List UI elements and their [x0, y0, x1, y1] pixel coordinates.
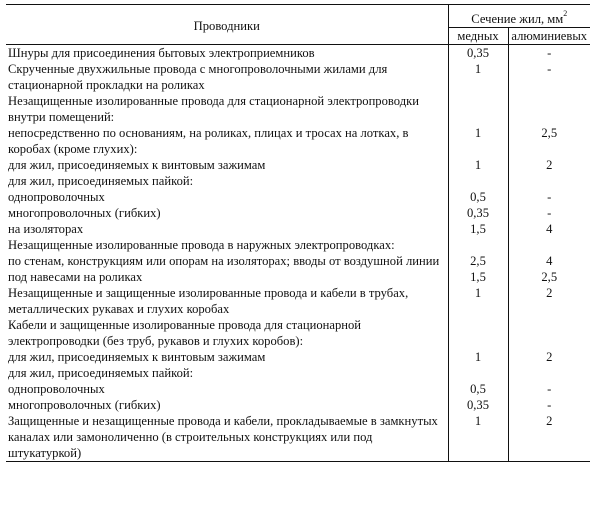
copper-section-cell: 1	[448, 157, 508, 173]
aluminum-section-cell: 4	[546, 222, 553, 237]
header-section-sup: 2	[563, 9, 568, 18]
conductor-name-cell: многопроволочных (гибких)	[8, 206, 161, 221]
table-row	[6, 189, 590, 205]
conductor-name-cell: непосредственно по основаниям, на роликах, плицах и тросах на лотках, в коробах (кроме глухих):	[8, 126, 409, 157]
conductor-name-cell: по стенам, конструкциям или опорам на изоляторах; вводы от воздушной линии	[8, 254, 440, 269]
copper-section-cell: 0,5	[448, 381, 508, 397]
aluminum-section-cell: 2	[546, 286, 553, 301]
wire-section-table	[6, 4, 590, 462]
aluminum-section-cell: -	[547, 382, 552, 397]
copper-section-cell: 0,35	[448, 45, 508, 62]
table-body	[6, 45, 590, 462]
table-row	[6, 365, 590, 381]
copper-section-cell: 0,35	[448, 205, 508, 221]
copper-section-cell: 1	[448, 285, 508, 317]
aluminum-section-cell: -	[547, 190, 552, 205]
table-row	[6, 317, 590, 349]
table-row	[6, 125, 590, 157]
copper-section-cell	[448, 173, 508, 189]
copper-section-cell	[448, 237, 508, 253]
conductor-name-cell: под навесами на роликах	[8, 270, 143, 285]
conductor-name-cell: Незащищенные изолированные провода для стационарной электропроводки внутри помещений:	[8, 94, 419, 125]
aluminum-section-cell	[508, 317, 590, 349]
conductor-name-cell: для жил, присоединяемых пайкой:	[8, 366, 194, 381]
conductor-name-cell: однопроволочных	[8, 190, 105, 205]
table-row	[6, 157, 590, 173]
copper-section-cell	[448, 93, 508, 125]
aluminum-section-cell: 4	[546, 254, 553, 269]
conductor-name-cell: на изоляторах	[8, 222, 84, 237]
aluminum-section-cell: 2	[508, 413, 590, 462]
copper-section-cell: 1	[448, 413, 508, 462]
table-row	[6, 93, 590, 125]
table-row	[6, 397, 590, 413]
table-row	[6, 349, 590, 365]
table-row	[6, 413, 590, 462]
copper-section-cell: 1	[448, 349, 508, 365]
table-row	[6, 173, 590, 189]
aluminum-section-cell: 2,5	[541, 270, 558, 285]
header-copper: медных	[448, 28, 508, 45]
header-aluminum: алюминиевых	[508, 28, 590, 45]
header-conductors: Проводники	[6, 5, 448, 45]
table-row	[6, 205, 590, 221]
copper-section-cell	[448, 317, 508, 349]
table-row	[6, 253, 590, 269]
conductor-name-cell: Кабели и защищенные изолированные провода для стационарной электропроводки (без труб, рукавов и глухих коробов):	[8, 318, 362, 349]
header-section-label: Сечение жил, мм	[471, 12, 564, 27]
table-header	[6, 5, 590, 45]
conductor-name-cell: для жил, присоединяемых к винтовым зажимам	[8, 350, 266, 365]
table-row	[6, 269, 590, 285]
conductor-name-cell: для жил, присоединяемых к винтовым зажимам	[8, 158, 266, 173]
table-row	[6, 237, 590, 253]
table-row	[6, 61, 590, 93]
copper-section-cell: 0,35	[448, 397, 508, 413]
header-section	[448, 5, 590, 28]
aluminum-section-cell	[508, 93, 590, 125]
conductor-name-cell: Шнуры для присоединения бытовых электроприемников	[8, 46, 315, 61]
conductor-name-cell: Защищенные и незащищенные провода и кабели, прокладываемые в замкнутых каналах или замоноличенно (в строительных конструкциях или под штукатуркой)	[6, 413, 448, 462]
conductor-name-cell: Скрученные двухжильные провода с многопроволочными жилами для стационарной прокладки на роликах	[8, 62, 388, 93]
conductor-name-cell: многопроволочных (гибких)	[8, 398, 161, 413]
copper-section-cell: 1,5	[448, 221, 508, 237]
table-row	[6, 45, 590, 62]
aluminum-section-cell: 2	[546, 350, 553, 365]
copper-section-cell: 1	[448, 61, 508, 93]
aluminum-section-cell	[508, 365, 590, 381]
copper-section-cell: 1	[448, 125, 508, 157]
aluminum-section-cell: 2	[546, 158, 553, 173]
aluminum-section-cell: 2,5	[541, 126, 558, 141]
aluminum-section-cell: -	[547, 206, 552, 221]
conductor-name-cell: Незащищенные изолированные провода в наружных электропроводках:	[8, 238, 395, 253]
aluminum-section-cell: -	[547, 398, 552, 413]
copper-section-cell: 0,5	[448, 189, 508, 205]
aluminum-section-cell	[508, 237, 590, 253]
aluminum-section-cell	[508, 173, 590, 189]
conductor-name-cell: однопроволочных	[8, 382, 105, 397]
aluminum-section-cell: -	[547, 46, 552, 61]
copper-section-cell	[448, 365, 508, 381]
copper-section-cell: 2,5	[448, 253, 508, 269]
table-row	[6, 285, 590, 317]
table-row	[6, 221, 590, 237]
table-row	[6, 381, 590, 397]
conductor-name-cell: для жил, присоединяемых пайкой:	[8, 174, 194, 189]
aluminum-section-cell: -	[547, 62, 552, 77]
conductor-name-cell: Незащищенные и защищенные изолированные провода и кабели в трубах, металлических рукавах и глухих коробах	[8, 286, 409, 317]
copper-section-cell: 1,5	[448, 269, 508, 285]
